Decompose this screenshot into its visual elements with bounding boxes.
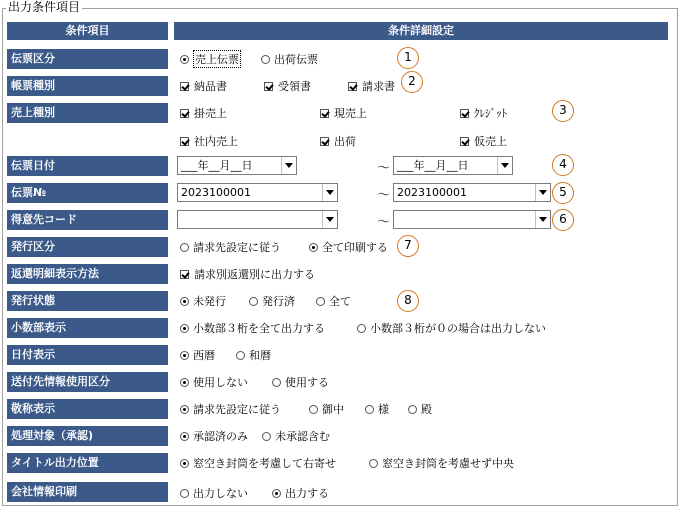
checkbox-label: 掛売上 xyxy=(194,107,227,120)
checkbox-indicator xyxy=(264,82,273,91)
chevron-down-icon[interactable] xyxy=(497,157,512,174)
checkbox-indicator xyxy=(320,137,329,146)
radio-indicator xyxy=(180,489,189,498)
checkbox-shanai-uriage[interactable] xyxy=(180,133,238,149)
date-from-select[interactable] xyxy=(177,156,297,175)
label-denpyo-hizuke: 伝票日付 xyxy=(7,156,168,176)
radio-indicator xyxy=(272,489,281,498)
radio-label: 出荷伝票 xyxy=(274,53,318,66)
radio-seireki[interactable] xyxy=(180,347,215,363)
radio-kaisha-on[interactable] xyxy=(272,485,329,501)
radio-label: 未発行 xyxy=(193,295,226,308)
checkbox-seikyusho[interactable] xyxy=(348,78,395,94)
label-shosu-hyoji: 小数部表示 xyxy=(7,318,168,338)
section-title: 出力条件項目 xyxy=(8,0,81,14)
radio-indicator xyxy=(249,297,258,306)
chevron-down-icon[interactable] xyxy=(281,157,296,174)
checkbox-label: 受領書 xyxy=(278,80,311,93)
radio-title-center[interactable] xyxy=(369,455,514,471)
callout-badge-4: 4 xyxy=(552,154,574,176)
radio-label: 殿 xyxy=(421,403,432,416)
label-kaisha-joho: 会社情報印刷 xyxy=(7,482,168,502)
callout-badge-5: 5 xyxy=(552,182,574,204)
radio-kaisha-off[interactable] xyxy=(180,485,248,501)
radio-label: 窓空き封筒を考慮せず中央 xyxy=(382,457,514,470)
label-hizuke-hyoji: 日付表示 xyxy=(7,345,168,365)
radio-indicator xyxy=(261,55,270,64)
checkbox-genuriage[interactable] xyxy=(320,105,367,121)
radio-label: 出力する xyxy=(285,487,329,500)
radio-label: 西暦 xyxy=(193,349,215,362)
checkbox-label: 請求書 xyxy=(362,80,395,93)
radio-hakko-all[interactable] xyxy=(316,293,351,309)
radio-label: 御中 xyxy=(322,403,344,416)
range-tilde: ～ xyxy=(377,188,391,203)
radio-label: 出力しない xyxy=(193,487,248,500)
radio-indicator xyxy=(180,459,189,468)
checkbox-label: 請求別返還別に出力する xyxy=(194,268,315,281)
header-condition-detail: 条件詳細設定 xyxy=(174,22,668,40)
radio-mishonin[interactable] xyxy=(262,428,330,444)
checkbox-indicator xyxy=(320,109,329,118)
radio-label: 売上伝票 xyxy=(193,50,241,68)
checkbox-indicator xyxy=(460,109,469,118)
radio-title-right[interactable] xyxy=(180,455,336,471)
radio-indicator xyxy=(180,351,189,360)
radio-label: 使用する xyxy=(285,376,329,389)
radio-sofusaki-off[interactable] xyxy=(180,374,248,390)
radio-indicator xyxy=(180,55,189,64)
denpyo-no-to-value: 2023100001 xyxy=(397,186,467,199)
radio-shosu-all[interactable] xyxy=(180,320,325,336)
radio-indicator xyxy=(316,297,325,306)
radio-indicator xyxy=(369,459,378,468)
radio-sofusaki-on[interactable] xyxy=(272,374,329,390)
denpyo-no-from-select[interactable] xyxy=(177,183,338,202)
label-hakko-jotai: 発行状態 xyxy=(7,291,168,311)
label-hakko-kubun: 発行区分 xyxy=(7,237,168,257)
radio-label: 全て印刷する xyxy=(322,241,388,254)
checkbox-henkan-betsu[interactable] xyxy=(180,266,315,282)
checkbox-label: 仮売上 xyxy=(474,135,507,148)
radio-keisho-seikyusaki[interactable] xyxy=(180,401,281,417)
header-condition-item: 条件項目 xyxy=(7,22,168,40)
radio-hakkozumi[interactable] xyxy=(249,293,295,309)
label-keisho: 敬称表示 xyxy=(7,399,168,419)
callout-badge-3: 3 xyxy=(552,100,574,122)
denpyo-no-to-select[interactable] xyxy=(393,183,551,202)
radio-indicator xyxy=(236,351,245,360)
chevron-down-icon[interactable] xyxy=(322,211,337,228)
label-tokuisaki-code: 得意先コード xyxy=(7,210,168,230)
checkbox-label: ｸﾚｼﾞｯﾄ xyxy=(474,107,507,120)
checkbox-indicator xyxy=(180,109,189,118)
radio-label: 使用しない xyxy=(193,376,248,389)
range-tilde: ～ xyxy=(377,215,391,230)
radio-label: 発行済 xyxy=(262,295,295,308)
radio-indicator xyxy=(180,405,189,414)
radio-shukka-denpyo[interactable] xyxy=(261,51,318,67)
radio-indicator xyxy=(357,324,366,333)
checkbox-indicator xyxy=(180,82,189,91)
radio-indicator xyxy=(365,405,374,414)
radio-indicator xyxy=(309,243,318,252)
label-shori-taisho: 処理対象（承認) xyxy=(7,426,168,446)
chevron-down-icon[interactable] xyxy=(322,184,337,201)
radio-label: 未承認含む xyxy=(275,430,330,443)
chevron-down-icon[interactable] xyxy=(535,184,550,201)
radio-label: 請求先設定に従う xyxy=(193,403,281,416)
tokuisaki-from-select[interactable] xyxy=(177,210,338,229)
radio-indicator xyxy=(309,405,318,414)
radio-uriage-denpyo[interactable] xyxy=(180,51,241,67)
radio-shoninzumi[interactable] xyxy=(180,428,248,444)
radio-sama[interactable] xyxy=(365,401,389,417)
label-henkan-meisai: 返還明細表示方法 xyxy=(7,264,168,284)
date-from-value: ___年__月__日 xyxy=(181,159,253,172)
checkbox-label: 社内売上 xyxy=(194,135,238,148)
date-to-value: ___年__月__日 xyxy=(397,159,469,172)
callout-badge-6: 6 xyxy=(552,209,574,231)
radio-mihakko[interactable] xyxy=(180,293,226,309)
checkbox-label: 現売上 xyxy=(334,107,367,120)
checkbox-juryosho[interactable] xyxy=(264,78,311,94)
radio-label: 様 xyxy=(378,403,389,416)
radio-label: 小数部３桁を全て出力する xyxy=(193,322,325,335)
label-denpyo-kubun: 伝票区分 xyxy=(7,49,168,69)
callout-badge-7: 7 xyxy=(397,235,419,257)
checkbox-label: 出荷 xyxy=(334,135,356,148)
checkbox-indicator xyxy=(180,137,189,146)
radio-indicator xyxy=(272,378,281,387)
callout-badge-2: 2 xyxy=(401,71,423,93)
checkbox-label: 納品書 xyxy=(194,80,227,93)
radio-indicator xyxy=(180,297,189,306)
checkbox-kariuriage[interactable] xyxy=(460,133,507,149)
checkbox-nohinsho[interactable] xyxy=(180,78,227,94)
radio-label: 請求先設定に従う xyxy=(193,241,281,254)
radio-indicator xyxy=(180,243,189,252)
checkbox-shukka[interactable] xyxy=(320,133,356,149)
label-denpyo-no: 伝票№ xyxy=(7,183,168,203)
radio-label: 和暦 xyxy=(249,349,271,362)
radio-indicator xyxy=(262,432,271,441)
checkbox-credit[interactable] xyxy=(460,105,507,121)
radio-hakko-subete[interactable] xyxy=(309,239,388,255)
radio-label: 窓空き封筒を考慮して右寄せ xyxy=(193,457,336,470)
checkbox-indicator xyxy=(460,137,469,146)
radio-hakko-seikyusaki[interactable] xyxy=(180,239,281,255)
checkbox-indicator xyxy=(348,82,357,91)
denpyo-no-from-value: 2023100001 xyxy=(181,186,251,199)
radio-indicator xyxy=(180,324,189,333)
tokuisaki-to-select[interactable] xyxy=(393,210,551,229)
label-uriage-shubetsu: 売上種別 xyxy=(7,103,168,123)
label-chohyo-shubetsu: 帳票種別 xyxy=(7,76,168,96)
radio-indicator xyxy=(180,378,189,387)
radio-dono[interactable] xyxy=(408,401,432,417)
chevron-down-icon[interactable] xyxy=(535,211,550,228)
checkbox-kakeuriage[interactable] xyxy=(180,105,227,121)
radio-wareki[interactable] xyxy=(236,347,271,363)
range-tilde: ～ xyxy=(377,161,391,176)
callout-badge-1: 1 xyxy=(397,47,419,69)
label-sofusaki: 送付先情報使用区分 xyxy=(7,372,168,392)
radio-indicator xyxy=(408,405,417,414)
radio-label: 承認済のみ xyxy=(193,430,248,443)
radio-indicator xyxy=(180,432,189,441)
radio-label: 小数部３桁が０の場合は出力しない xyxy=(370,322,546,335)
checkbox-indicator xyxy=(180,270,189,279)
label-title-ichi: タイトル出力位置 xyxy=(7,453,168,473)
callout-badge-8: 8 xyxy=(397,290,419,312)
date-to-select[interactable] xyxy=(393,156,513,175)
radio-label: 全て xyxy=(329,295,351,308)
radio-shosu-zero-hide[interactable] xyxy=(357,320,546,336)
radio-onchu[interactable] xyxy=(309,401,344,417)
